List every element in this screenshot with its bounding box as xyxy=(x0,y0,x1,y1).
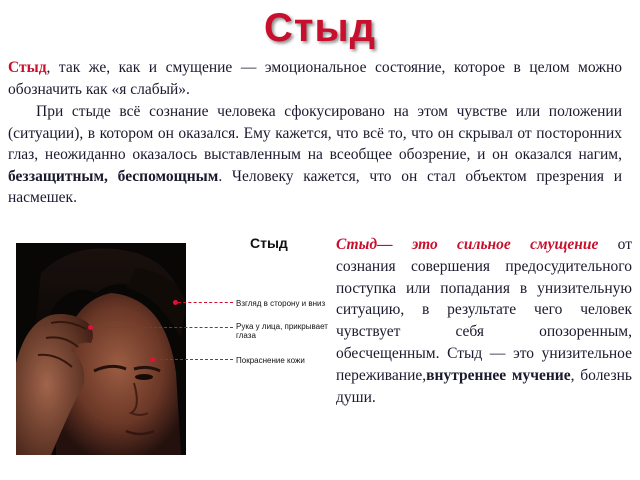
figure-title: Стыд xyxy=(250,235,288,251)
intro-text: , так же, как и смущение — эмоциональное состояние, которое в целом можно обозначить как «я слабый». xyxy=(8,59,622,98)
definition-paragraph xyxy=(336,234,632,408)
description-paragraph xyxy=(8,101,622,209)
annotation-gaze: Взгляд в сторону и вниз xyxy=(236,299,326,308)
shame-photo xyxy=(16,243,186,455)
description-bold-text: беззащитным, беспомощным xyxy=(8,167,219,185)
definition-end: , болезнь души. xyxy=(336,366,632,406)
annotation-line-blush xyxy=(155,359,233,360)
definition-text: от сознания совершения предосудительного поступка или попадания в унизительную ситуацию, в результате чего человек чувствует себя опозоренным, обесчещенным. Стыд — это унизительное переживание, xyxy=(336,236,632,384)
face-illustration xyxy=(16,243,186,455)
shame-figure xyxy=(16,235,331,455)
description-text-2: . Человеку кажется, что он стал объектом презрения и насмешек. xyxy=(8,167,622,207)
annotation-blush: Покраснение кожи xyxy=(236,356,305,365)
definition-lead-term: Стыд xyxy=(336,236,378,253)
intro-lead-term: Стыд xyxy=(8,59,47,76)
definition-bold-text: внутреннее мучение xyxy=(426,366,571,384)
definition-dash: — это xyxy=(377,236,457,253)
definition-term: сильное смущение xyxy=(457,236,599,253)
description-text-1: При стыде всё сознание человека сфокусировано на этом чувстве или положении (ситуации), в котором он оказался. Ему кажется, что всё то, что он скрывал от посторонних глаз, неожиданно оказалось выставленным на всеобщее обозрение, и он оказался нагим, xyxy=(8,103,622,164)
annotation-line-gaze xyxy=(178,302,233,303)
annotation-line-hand xyxy=(93,327,233,328)
page-title: Стыд xyxy=(263,6,377,50)
intro-paragraph xyxy=(8,57,622,100)
annotation-hand: Рука у лица, прикрывает глаза xyxy=(236,322,328,340)
